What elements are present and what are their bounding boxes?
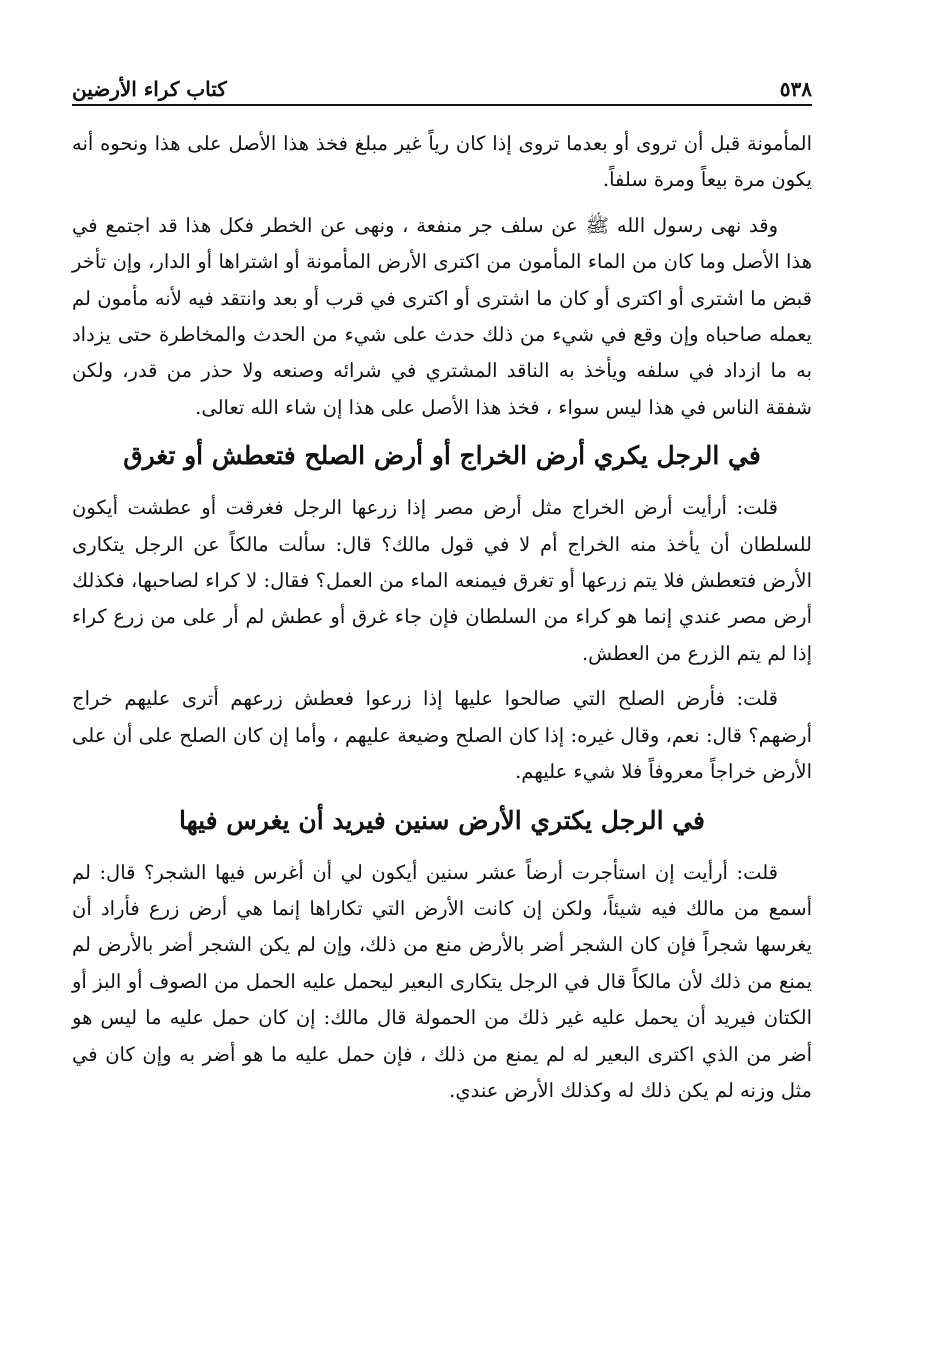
section-heading-1: في الرجل يكري أرض الخراج أو أرض الصلح فتعطش أو تغرق (123, 441, 761, 471)
paragraph-1: المأمونة قبل أن تروى أو بعدما تروى إذا كان رياً غير مبلغ فخذ هذا الأصل على هذا ونحوه أنه يكون مرة بيعاً ومرة سلفاً. (72, 132, 812, 192)
page-number: ٥٣٨ (779, 77, 812, 101)
running-title: كتاب كراء الأرضين (72, 77, 227, 101)
section-heading-2: في الرجل يكتري الأرض سنين فيريد أن يغرس فيها (178, 805, 706, 835)
page-header (72, 68, 812, 102)
paragraph-2: وقد نهى رسول الله ﷺ عن سلف جر منفعة ، ونهى عن الخطر فكل هذا قد اجتمع في هذا الأصل وما كان من الماء المأمون من اكترى الأرض المأمونة أو اشتراها أو الدار، وإن تأخر قبض ما اشترى أو اكترى أو كان ما اشترى أو اكترى في قرب أو بعد وانتقد فيه لأنه مأمون لم يعمله صاحباه وإن وقع في شيء من ذلك حدث على شيء من الحدث والمخاطرة حتى يزداد به ما ازداد في سلفه ويأخذ به الناقد المشتري في شرائه وصنعه ولا حذر من قدر، ولكن شفقة الناس في هذا ليس سواء ، فخذ هذا الأصل على هذا إن شاء الله تعالى. (72, 213, 812, 419)
paragraph-3: قلت: أرأيت أرض الخراج مثل أرض مصر إذا زرعها الرجل فغرقت أو عطشت أيكون للسلطان أن يأخذ منه الخراج أم لا في قول مالك؟ قال: سألت مالكاً عن الرجل يتكارى الأرض فتعطش فلا يتم زرعها أو تغرق فيمنعه الماء من العمل؟ فقال: لا كراء لصاحبها، فكذلك أرض مصر عندي إنما هو كراء من السلطان فإن جاء غرق أو عطش لم أر على من زرع كراء إذا لم يتم الزرع من العطش. (72, 496, 812, 665)
page-body (72, 126, 812, 1118)
header-rule (72, 104, 812, 106)
paragraph-4: قلت: فأرض الصلح التي صالحوا عليها إذا زرعوا فعطش زرعهم أترى عليهم خراج أرضهم؟ قال: نعم، وقال غيره: إذا كان الصلح وضيعة عليهم ، وأما إن كان الصلح على أن على الأرض خراجاً معروفاً فلا شيء عليهم. (72, 687, 812, 784)
paragraph-5: قلت: أرأيت إن استأجرت أرضاً عشر سنين أيكون لي أن أغرس فيها الشجر؟ قال: لم أسمع من مالك فيه شيئاً، ولكن إن كانت الأرض التي تكاراها إنما هي أرض زرع فأراد أن يغرسها شجراً فإن كان الشجر أضر بالأرض منع من ذلك، وإن لم يكن الشجر أضر بالأرض لم يمنع من ذلك لأن مالكاً قال في الرجل يتكارى البعير ليحمل عليه الحمل من الصوف أو البز أو الكتان فيريد أن يحمل عليه غير ذلك من الحمولة قال مالك: إن كان حمل عليه ما ليس هو أضر من الذي اكترى البعير له لم يمنع من ذلك ، فإن حمل عليه ما هو أضر به وإن كان في مثل وزنه لم يكن ذلك له وكذلك الأرض عندي. (72, 860, 812, 1102)
